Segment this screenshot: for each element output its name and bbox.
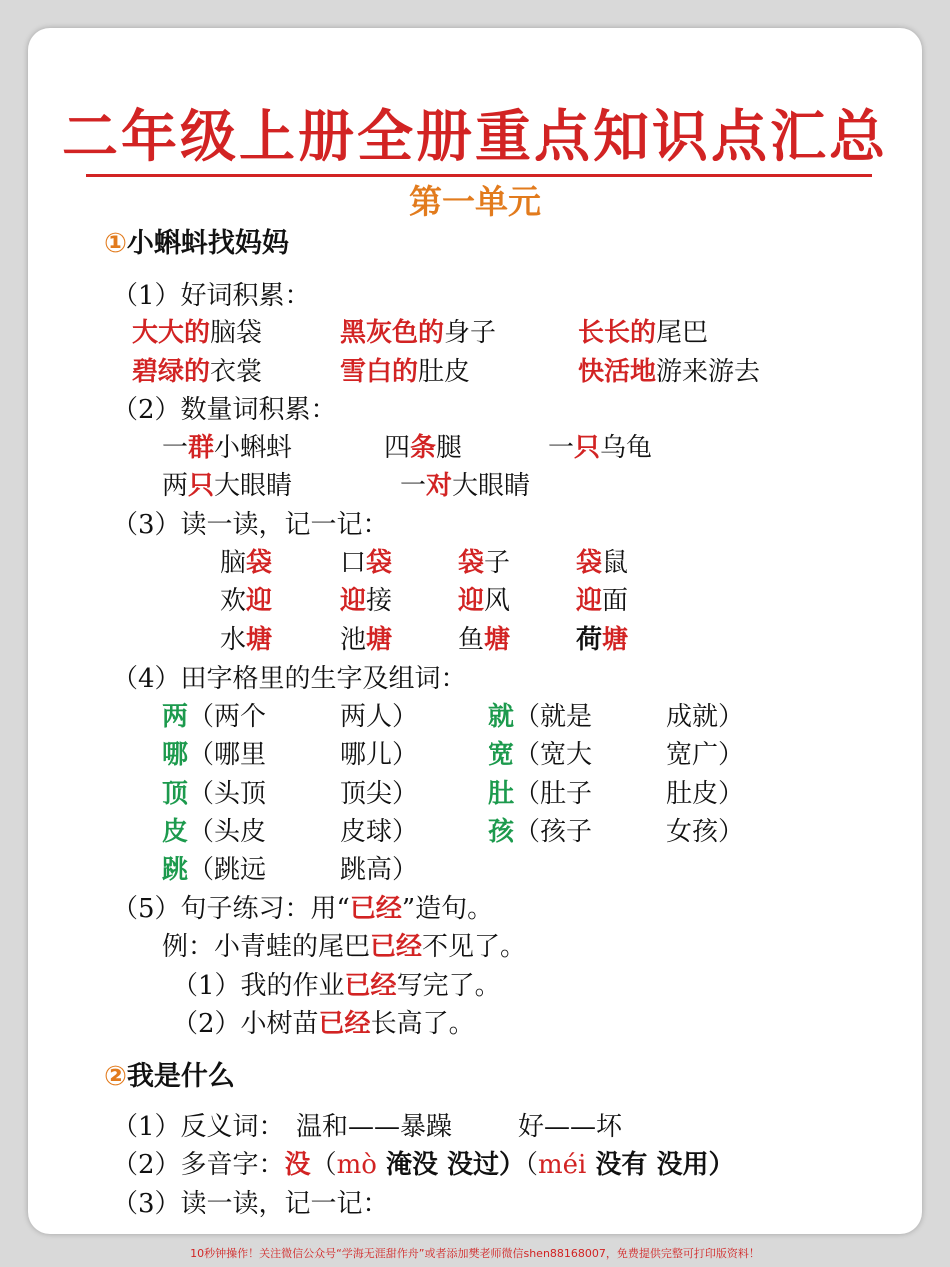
vocab-item: 欢迎: [220, 586, 273, 616]
q5-label: （5）句子练习：用“已经”造句。: [112, 894, 494, 924]
word-item: 雪白的肚皮: [340, 357, 471, 387]
q2-label: （2）数量词积累：: [112, 395, 337, 425]
vocab-item: 荷塘: [576, 625, 629, 655]
new-char-item: 两（两个: [162, 702, 267, 732]
q5-sentence-2: （2）小树苗已经长高了。: [172, 1009, 475, 1039]
lesson1-title: 小蝌蚪找妈妈: [126, 228, 289, 259]
page-title: 二年级上册全册重点知识点汇总: [62, 105, 888, 170]
read-remember-label: （3）读一读，记一记：: [112, 1189, 389, 1219]
q4-row-5: [162, 853, 882, 887]
polyphone-line: （2）多音字：没（mò 淹没 没过）（méi 没有 没用）: [112, 1150, 735, 1180]
q3-row-3: [220, 623, 860, 657]
new-char-words: 成就）: [666, 702, 745, 732]
unit-heading: 第一单元: [409, 182, 541, 221]
q1-label: （1）好词积累：: [112, 281, 311, 311]
new-char-item: 宽（宽大: [488, 740, 593, 770]
new-char-item: 顶（头顶: [162, 779, 267, 809]
title-underline: [86, 174, 872, 177]
new-char-item: 孩（孩子: [488, 817, 593, 847]
new-char-item: 皮（头皮: [162, 817, 267, 847]
vocab-item: 迎面: [576, 586, 629, 616]
vocab-item: 迎接: [340, 586, 393, 616]
lesson1-heading: [104, 226, 289, 262]
new-char-words: 跳高）: [340, 855, 419, 885]
q4-row-1: [162, 700, 882, 734]
q4-label: （4）田字格里的生字及组词：: [112, 664, 467, 694]
measure-word-item: 一对大眼睛: [400, 471, 531, 501]
footer-note: 10秒钟操作！关注微信公众号“学海无涯甜作舟”或者添加樊老师微信shen88168007，免费提供完整可打印版资料！: [190, 1247, 760, 1260]
q1-row-2: [132, 355, 892, 389]
q4-row-3: [162, 777, 882, 811]
measure-word-item: 一只乌龟: [548, 433, 653, 463]
vocab-item: 袋子: [458, 548, 511, 578]
antonym-pair: 好——坏: [518, 1112, 623, 1142]
new-char-words: 宽广）: [666, 740, 745, 770]
vocab-item: 水塘: [220, 625, 273, 655]
word-item: 快活地游来游去: [578, 357, 761, 387]
q1-row-1: [132, 316, 892, 350]
measure-word-item: 两只大眼睛: [162, 471, 293, 501]
new-char-words: 哪儿）: [340, 740, 419, 770]
vocab-item: 口袋: [340, 548, 393, 578]
antonym-label: （1）反义词：: [112, 1112, 285, 1142]
q4-row-4: [162, 815, 882, 849]
vocab-item: 袋鼠: [576, 548, 629, 578]
lesson2-title: 我是什么: [126, 1061, 235, 1092]
new-char-item: 肚（肚子: [488, 779, 593, 809]
new-char-item: 哪（哪里: [162, 740, 267, 770]
q3-row-2: [220, 584, 860, 618]
q5-example: 例：小青蛙的尾巴已经不见了。: [162, 932, 527, 962]
vocab-item: 池塘: [340, 625, 393, 655]
document-sheet: [28, 28, 922, 1234]
lesson2-number: ②: [104, 1061, 127, 1092]
q3-row-1: [220, 546, 860, 580]
word-item: 黑灰色的身子: [340, 318, 497, 348]
new-char-item: 就（就是: [488, 702, 593, 732]
vocab-item: 脑袋: [220, 548, 273, 578]
vocab-item: 鱼塘: [458, 625, 511, 655]
q3-label: （3）读一读，记一记：: [112, 510, 389, 540]
antonym-line: [112, 1110, 872, 1144]
new-char-item: 跳（跳远: [162, 855, 267, 885]
word-item: 长长的尾巴: [578, 318, 709, 348]
word-item: 大大的脑袋: [132, 318, 263, 348]
lesson2-heading: [104, 1059, 235, 1095]
new-char-words: 顶尖）: [340, 779, 419, 809]
new-char-words: 肚皮）: [666, 779, 745, 809]
new-char-words: 两人）: [340, 702, 419, 732]
antonym-pair: 温和——暴躁: [296, 1112, 453, 1142]
q5-sentence-1: （1）我的作业已经写完了。: [172, 971, 501, 1001]
new-char-words: 皮球）: [340, 817, 419, 847]
word-item: 碧绿的衣裳: [132, 357, 263, 387]
new-char-words: 女孩）: [666, 817, 745, 847]
measure-word-item: 一群小蝌蚪: [162, 433, 293, 463]
q2-row-1: [162, 431, 862, 465]
lesson1-number: ①: [104, 228, 127, 259]
q4-row-2: [162, 738, 882, 772]
q2-row-2: [162, 469, 862, 503]
vocab-item: 迎风: [458, 586, 511, 616]
measure-word-item: 四条腿: [384, 433, 463, 463]
